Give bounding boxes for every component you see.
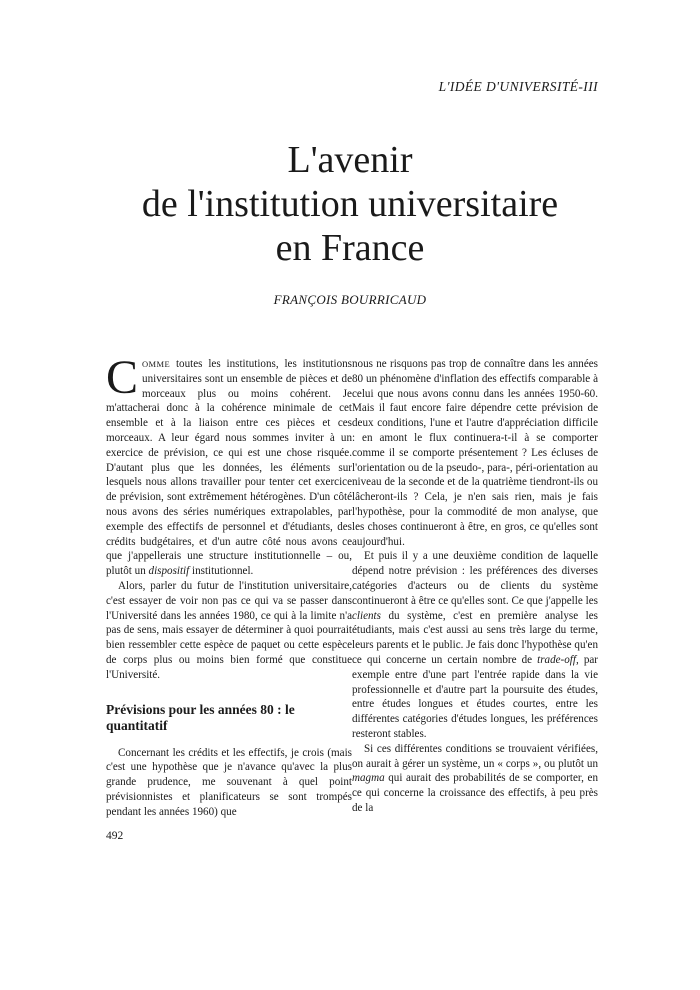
paragraph: Alors, parler du futur de l'institution universitaire, c'est essayer de voir non pas ce qui va se passer dans l'Université dans les années 1980, ce qui à la limite n'a pas de sens, mais essayer de déterminer à quoi pourrait bien ressembler cette espèce de paquet ou cette espèce de corps plus ou moins bien formé que constitue l'Université. <box>106 579 352 681</box>
title-line-3: en France <box>275 227 425 269</box>
left-column <box>106 351 352 820</box>
paragraph-text: institutionnel. <box>189 565 254 578</box>
running-head: L'IDÉE D'UNIVERSITÉ-III <box>438 79 598 94</box>
section-heading: Prévisions pour les années 80 : le quantitatif <box>106 701 295 733</box>
title-line-1: L'avenir <box>287 139 413 181</box>
paragraph <box>106 351 352 579</box>
paragraph-text: par exemple entre d'une part l'entrée rapide dans la vie professionnelle et d'autre part la poursuite des études, entre études longues et études courtes, entre les différentes catégories d'études longues, les préférences resteront stables. <box>352 653 598 740</box>
paragraph <box>352 549 598 741</box>
paragraph-text: qui aurait des probabilités de se comporter, en ce qui concerne la croissance des effectifs, à peu près de la <box>352 772 598 814</box>
article-title <box>0 138 700 270</box>
title-line-2: de l'institution universitaire <box>141 183 559 225</box>
paragraph-text: Si ces différentes conditions se trouvaient vérifiées, on aurait à gérer un système, un « corps », ou plutôt un <box>352 742 598 770</box>
emphasis: magma <box>352 772 385 785</box>
emphasis: dispositif <box>148 565 190 578</box>
paragraph: nous ne risquons pas trop de connaître dans les années 80 un phénomène d'inflation des effectifs comparable à celui que nous avons connu dans les années 1950-60. Mais il faut encore faire dépendre cette prévision de deux conditions, l'une et l'autre d'appréciation difficile : en amont le flux continuera-t-il à se comporter comme il se comporte présentement ? Les écluses de l'orientation ou de la pseudo-, para-, péri-orientation au niveau de la seconde et de la quatrième tiendront-ils ou lâcheront-ils ? Cela, je n'en sais rien, mais je fais l'hypothèse, pour la commodité de mon analyse, que les choses continueront à être, en gros, ce qu'elles sont aujourd'hui. <box>352 358 598 548</box>
page-number: 492 <box>106 830 124 842</box>
drop-cap: C <box>106 351 139 404</box>
paragraph: Concernant les crédits et les effectifs, je crois (mais c'est une hypothèse que je n'avance qu'avec la plus grande prudence, me souvenant à quel point prévisionnistes et planificateurs se sont trompés pendant les années 1960) que <box>106 746 352 818</box>
paragraph-text: du système, c'est en première analyse les étudiants, mais c'est aussi au sens très large du terme, leurs parents et le public. Je fais donc l'hypothèse qu'en ce qui concerne un certain nombre de <box>352 609 598 666</box>
author-name: FRANÇOIS BOURRICAUD <box>273 292 427 307</box>
paragraph-text: Et puis il y a une deuxième condition de laquelle dépend notre prévision : les préférences des diverses catégories d'acteurs ou de clients du système continueront à être ce qu'elles sont. Ce que j'appelle les <box>352 550 598 607</box>
emphasis: clients <box>352 609 381 622</box>
emphasis: trade-off, <box>537 653 579 666</box>
right-column <box>352 357 598 816</box>
paragraph <box>352 742 598 816</box>
paragraph-text: toutes les institutions, les institutions universitaires sont un ensemble de pièces et de morceaux plus ou moins cohérent. Je m'attacherai donc à la cohérence minimale de cet ensemble et à la liaison entre ces pièces et ces morceaux. A leur égard nous sommes inviter à un exercice de prévision, ce qui est une chose risquée. D'autant plus que les données, les éléments sur lesquels nous allons travailler pour tenter cet exercice de prévision, sont extrêmement hétérogènes. D'un côté nous avons des séries numériques extrapolables, par exemple des effectifs de personnel et d'étudiants, des crédits budgétaires, et d'un autre côté nous avons ce que j'appellerais une structure institutionnelle – ou, plutôt un <box>106 358 352 578</box>
small-caps-lead: OMME <box>142 359 171 369</box>
